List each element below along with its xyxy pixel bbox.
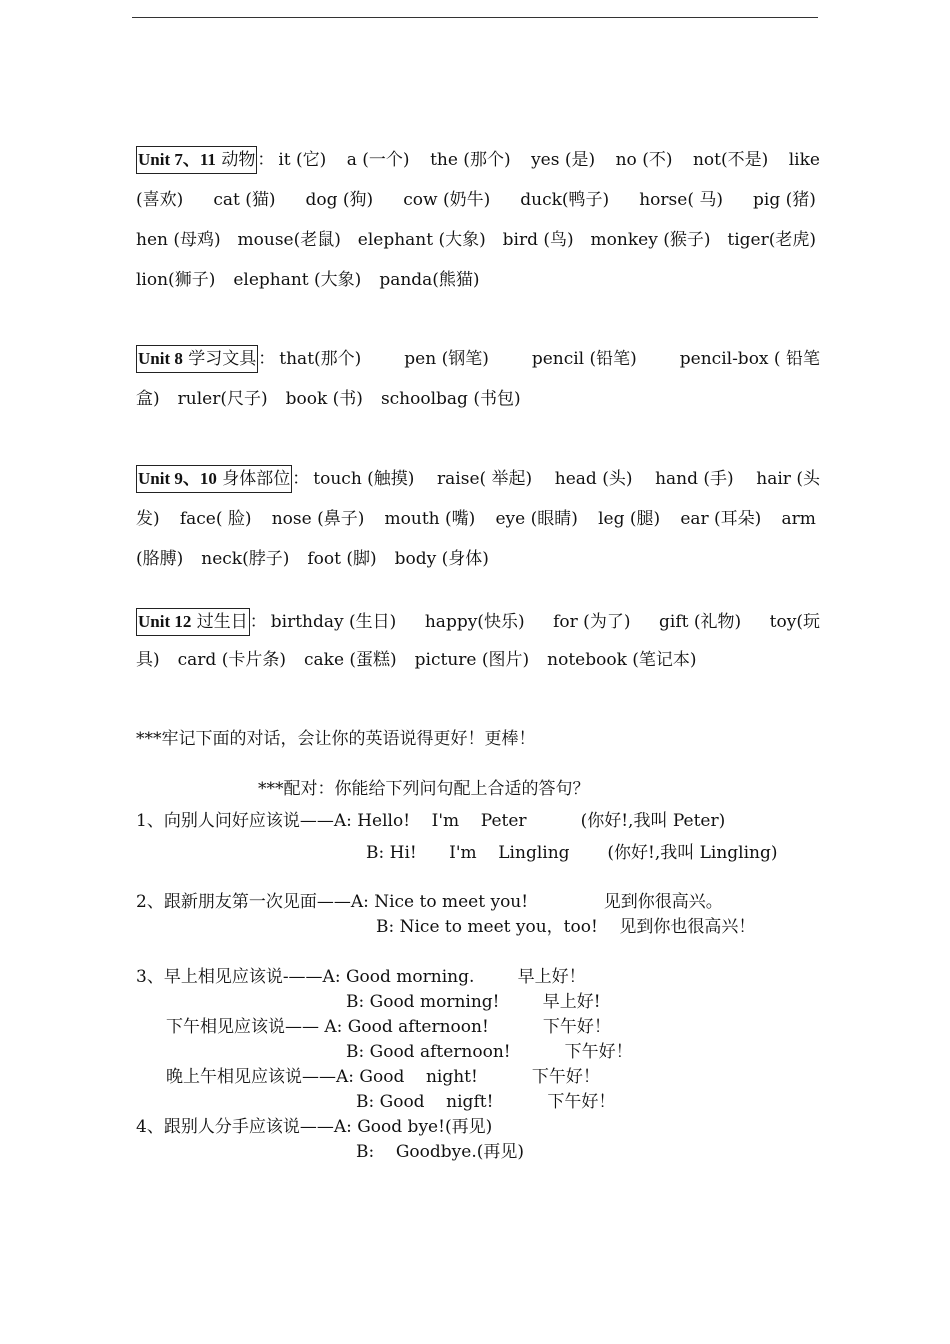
match-title: ***配对：你能给下列问句配上合适的答句？	[258, 779, 590, 799]
vocab-word: no (不)	[615, 150, 673, 170]
header-rule	[132, 17, 818, 18]
vocab-word: nose (鼻子)	[271, 509, 365, 529]
vocab-word: it (它)	[278, 150, 327, 170]
vocab-line	[136, 603, 820, 641]
vocab-word: leg (腿)	[598, 509, 661, 529]
vocab-line	[136, 140, 820, 180]
vocab-word: (胳膊)	[136, 549, 184, 569]
vocab-word: pen (钢笔)	[404, 349, 489, 369]
vocab-word: body (身体)	[394, 549, 489, 569]
vocab-word: not(不是)	[692, 150, 769, 170]
vocab-word: 具)	[136, 650, 160, 670]
dialog-meet-a: 2、跟新朋友第一次见面——A: Nice to meet you! 见到你很高兴。	[136, 892, 723, 912]
unit-topic: 身体部位	[222, 469, 291, 489]
vocab-word: pencil (铅笔)	[531, 349, 637, 369]
unit-number: Unit 7、11	[138, 150, 216, 169]
vocab-line	[136, 220, 816, 260]
dialog-night-a: 晚上午相见应该说——A: Good night! 下午好！	[166, 1067, 600, 1087]
vocab-word: dog (狗)	[305, 190, 374, 210]
vocab-word: cake (蛋糕)	[303, 650, 397, 670]
vocab-word: eye (眼睛)	[495, 509, 578, 529]
unit-birthday-section	[136, 603, 820, 679]
vocab-word: picture (图片)	[414, 650, 530, 670]
intro-note: ***牢记下面的对话，会让你的英语说得更好！更棒！	[136, 729, 536, 749]
vocab-line	[136, 180, 816, 220]
vocab-word: lion(狮子)	[136, 270, 216, 290]
vocab-word: ruler(尺子)	[177, 389, 268, 409]
vocab-word: arm	[781, 509, 816, 529]
dialog-greeting-b: B: Hi! I'm Lingling (你好!,我叫 Lingling)	[366, 843, 778, 863]
vocab-word: raise( 举起)	[437, 469, 533, 489]
vocab-word: book (书)	[285, 389, 363, 409]
vocab-line	[136, 379, 816, 419]
vocab-word: monkey (猴子)	[590, 230, 711, 250]
vocab-word: mouth (嘴)	[384, 509, 476, 529]
vocab-word: a (一个)	[346, 150, 410, 170]
vocab-line	[136, 339, 820, 379]
vocab-line	[136, 499, 816, 539]
dialog-night-b: B: Good nigft! 下午好！	[356, 1092, 616, 1112]
unit-label	[136, 146, 257, 174]
vocab-line	[136, 539, 816, 579]
vocab-word: pig (猪)	[753, 190, 816, 210]
dialog-goodbye-b: B: Goodbye.(再见)	[356, 1142, 524, 1162]
dialog-morning-a: 3、早上相见应该说-——A: Good morning. 早上好！	[136, 967, 586, 987]
vocab-word: duck(鸭子)	[520, 190, 610, 210]
vocab-word: cat (猫)	[213, 190, 276, 210]
unit-number: Unit 12	[138, 612, 192, 631]
vocab-word: hair (头	[756, 469, 820, 489]
unit-topic: 学习文具	[188, 349, 257, 369]
vocab-line	[136, 641, 816, 679]
dialog-meet-b: B: Nice to meet you，too! 见到你也很高兴！	[376, 917, 756, 937]
vocab-word: mouse(老鼠)	[237, 230, 341, 250]
vocab-word: touch (触摸)	[313, 469, 415, 489]
vocab-word: panda(熊猫)	[379, 270, 480, 290]
vocab-word: gift (礼物)	[659, 612, 742, 632]
vocab-word: card (卡片条)	[177, 650, 286, 670]
unit-animals-section	[136, 140, 820, 300]
vocab-word: the (那个)	[430, 150, 511, 170]
vocab-word: bird (鸟)	[502, 230, 574, 250]
vocab-word: elephant (大象)	[233, 270, 362, 290]
unit-topic: 动物	[221, 150, 256, 170]
unit-label	[136, 608, 250, 636]
vocab-word: (喜欢)	[136, 190, 184, 210]
vocab-word: horse( 马)	[639, 190, 723, 210]
vocab-word: head (头)	[554, 469, 633, 489]
unit-body-parts-section	[136, 459, 820, 579]
unit-stationery-section	[136, 339, 820, 419]
vocab-word: toy(玩	[769, 612, 820, 632]
unit-topic: 过生日	[196, 612, 248, 632]
vocab-word: pencil-box ( 铅笔	[679, 349, 820, 369]
label-colon: ：	[292, 469, 310, 489]
vocab-word: like	[788, 150, 820, 170]
label-colon: ：	[257, 150, 275, 170]
vocab-word: 盒)	[136, 389, 160, 409]
vocab-word: tiger(老虎)	[727, 230, 816, 250]
unit-label	[136, 345, 258, 373]
vocab-word: ear (耳朵)	[680, 509, 762, 529]
vocab-line	[136, 459, 820, 499]
vocab-word: for (为了)	[553, 612, 631, 632]
vocab-word: neck(脖子)	[201, 549, 290, 569]
vocab-word: elephant (大象)	[357, 230, 486, 250]
vocab-word: face( 脸)	[179, 509, 252, 529]
vocab-word: 发)	[136, 509, 160, 529]
dialog-greeting-a: 1、向别人问好应该说——A: Hello! I'm Peter (你好!,我叫 Peter)	[136, 811, 726, 831]
label-colon: ：	[258, 349, 276, 369]
vocab-word: birthday (生日)	[270, 612, 397, 632]
vocab-word: that(那个)	[279, 349, 362, 369]
unit-number: Unit 9、10	[138, 469, 217, 488]
label-colon: ：	[249, 612, 267, 632]
dialog-morning-b: B: Good morning! 早上好!	[346, 992, 601, 1012]
dialog-afternoon-a: 下午相见应该说—— A: Good afternoon! 下午好！	[166, 1017, 611, 1037]
dialog-afternoon-b: B: Good afternoon! 下午好！	[346, 1042, 633, 1062]
vocab-word: happy(快乐)	[424, 612, 525, 632]
unit-number: Unit 8	[138, 349, 183, 368]
dialog-goodbye-a: 4、跟别人分手应该说——A: Good bye!(再见)	[136, 1117, 493, 1137]
vocab-word: hand (手)	[655, 469, 734, 489]
vocab-word: yes (是)	[531, 150, 596, 170]
unit-label	[136, 465, 292, 493]
vocab-word: schoolbag (书包)	[380, 389, 521, 409]
vocab-line	[136, 260, 816, 300]
vocab-word: foot (脚)	[307, 549, 377, 569]
vocab-word: cow (奶牛)	[403, 190, 491, 210]
vocab-word: notebook (笔记本)	[547, 650, 697, 670]
vocab-word: hen (母鸡)	[136, 230, 221, 250]
